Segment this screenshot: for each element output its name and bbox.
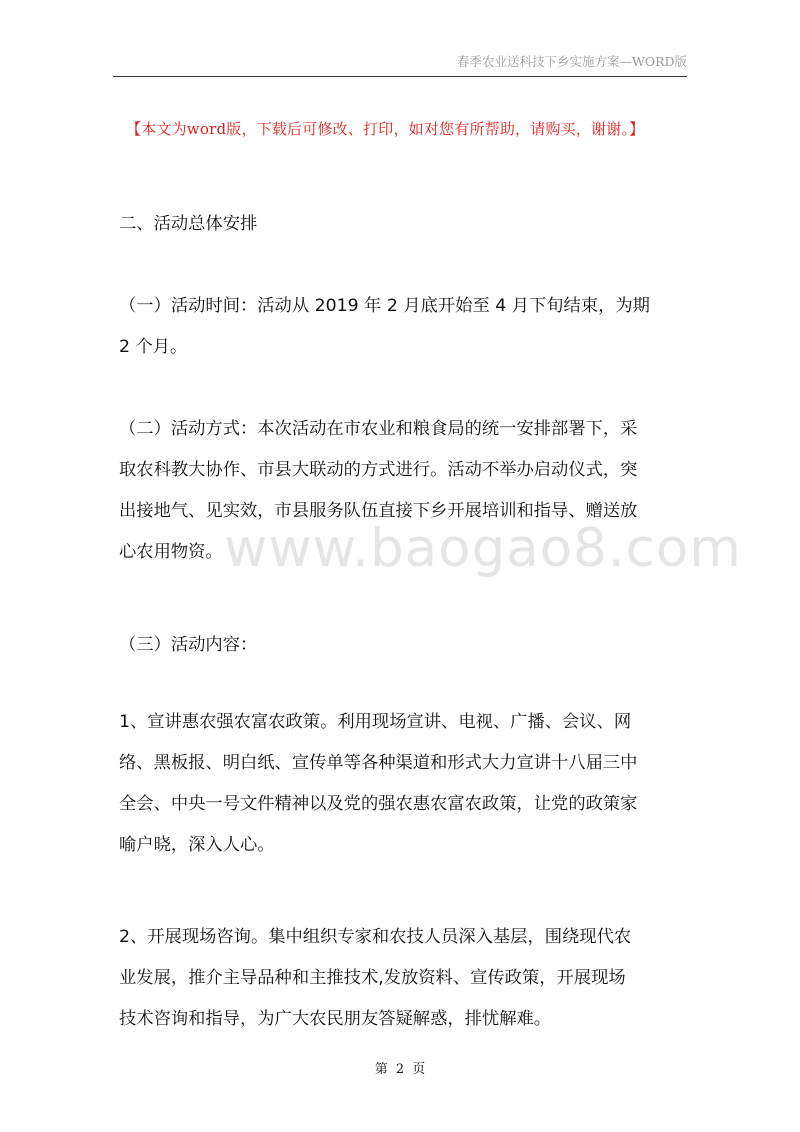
paragraph-line: 2 个月。 [119,337,188,357]
paragraph-line: （三）活动内容： [119,635,258,655]
paragraph-activity-content [119,625,699,666]
paragraph-policy-promotion [119,702,699,866]
paragraph-line: （一）活动时间：活动从 2019 年 2 月底开始至 4 月下旬结束，为期 [119,296,650,316]
paragraph-line: 2、开展现场咨询。集中组织专家和农技人员深入基层，围绕现代农 [119,927,632,947]
paragraph-line: 出接地气、见实效，市县服务队伍直接下乡开展培训和指导、赠送放 [119,501,638,521]
footer-suffix: 页 [412,1062,426,1077]
paragraph-line: 心农用物资。 [119,542,223,562]
paragraph-line: 络、黑板报、明白纸、宣传单等各种渠道和形式大力宣讲十八届三中 [119,753,638,773]
paragraph-activity-time [119,286,699,368]
paragraph-line: 全会、中央一号文件精神以及党的强农惠农富农政策，让党的政策家 [119,794,638,814]
section-heading-text: 二、活动总体安排 [119,214,258,234]
footer-prefix: 第 [374,1062,388,1077]
purchase-notice: 【本文为word版，下载后可修改、打印，如对您有所帮助，请购买，谢谢。】 [126,120,645,138]
page-header-title: 春季农业送科技下乡实施方案—WORD版 [456,54,687,69]
paragraph-line: 取农科教大协作、市县大联动的方式进行。活动不举办启动仪式，突 [119,460,638,480]
footer-page-number: 2 [395,1062,405,1077]
page-footer [0,1058,800,1077]
header-divider [113,76,687,77]
paragraph-activity-method [119,409,699,573]
paragraph-onsite-consulting [119,917,699,1040]
paragraph-line: 技术咨询和指导，为广大农民朋友答疑解惑，排忧解难。 [119,1009,552,1029]
paragraph-line: 喻户晓，深入人心。 [119,835,275,855]
paragraph-line: 1、宣讲惠农强农富农政策。利用现场宣讲、电视、广播、会议、网 [119,712,632,732]
section-heading [119,204,699,245]
watermark: www.baogao8.com [224,518,742,579]
paragraph-line: （二）活动方式：本次活动在市农业和粮食局的统一安排部署下，采 [119,419,638,439]
paragraph-line: 业发展，推介主导品种和主推技术,发放资料、宣传政策，开展现场 [119,968,626,988]
